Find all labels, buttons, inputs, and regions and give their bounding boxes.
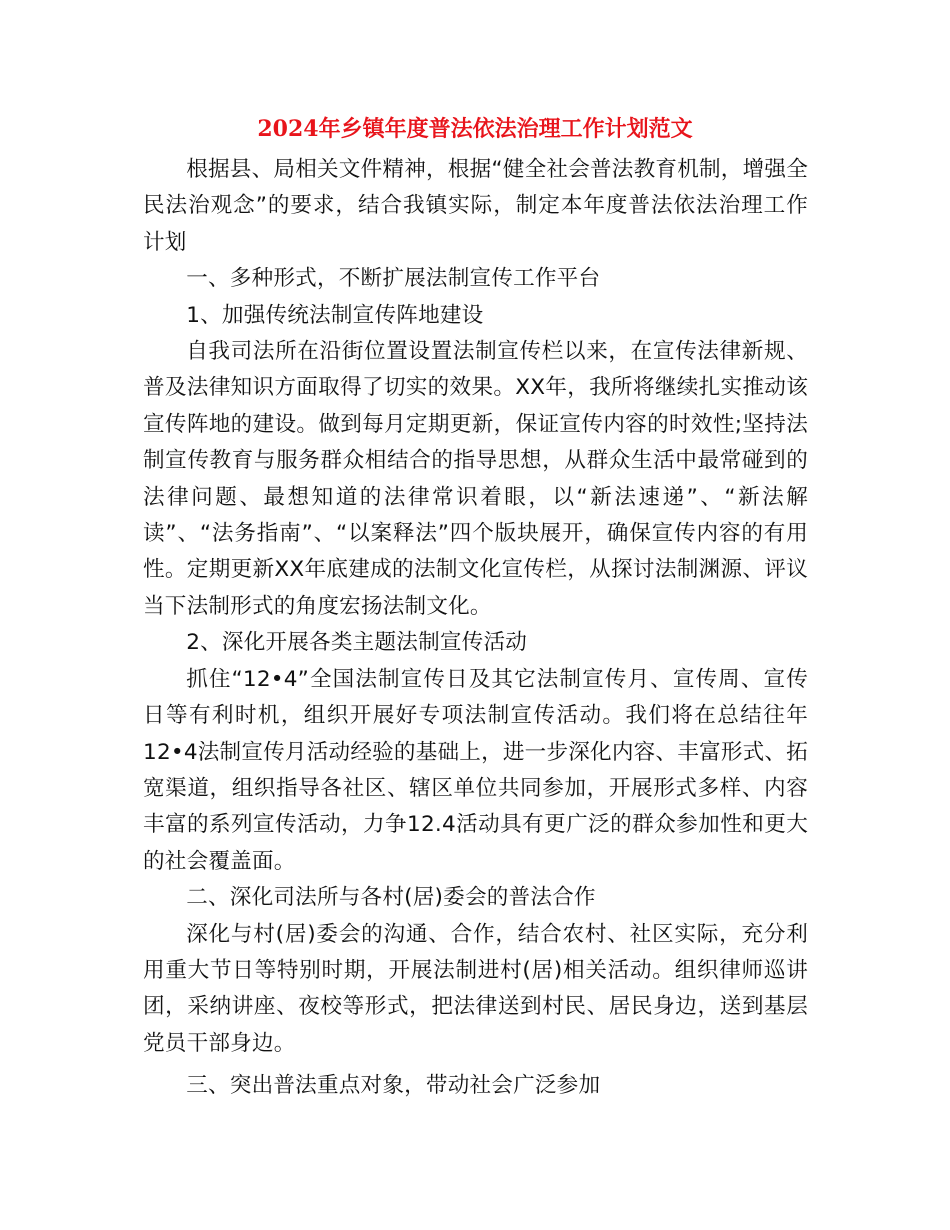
subsection-heading: 1、加强传统法制宣传阵地建设 [186,302,484,328]
section-heading: 三、突出普法重点对象，带动社会广泛参加 [186,1073,601,1099]
document-title: 2024年乡镇年度普法依法治理工作计划范文 [257,116,693,142]
subsection-heading: 2、深化开展各类主题法制宣传活动 [186,630,528,656]
section-heading: 二、深化司法所与各村(居)委会的普法合作 [186,885,596,911]
document-body [143,152,808,1105]
paragraph: 根据县、局相关文件精神，根据“健全社会普法教育机制，增强全民法治观念”的要求，结合我镇实际，制定本年度普法依法治理工作计划 [143,157,808,255]
paragraph: 深化与村(居)委会的沟通、合作，结合农村、社区实际，充分利用重大节日等特别时期，开展法制进村(居)相关活动。组织律师巡讲团，采纳讲座、夜校等形式，把法律送到村民、居民身边，送到基层党员干部身边。 [143,921,808,1056]
paragraph: 自我司法所在沿街位置设置法制宣传栏以来，在宣传法律新规、普及法律知识方面取得了切实的效果。XX年，我所将继续扎实推动该宣传阵地的建设。做到每月定期更新，保证宣传内容的时效性;坚持法制宣传教育与服务群众相结合的指导思想，从群众生活中最常碰到的法律问题、最想知道的法律常识着眼，以“新法速递”、“新法解读”、“法务指南”、“以案释法”四个版块展开，确保宣传内容的有用性。定期更新XX年底建成的法制文化宣传栏，从探讨法制渊源、评议当下法制形式的角度宏扬法制文化。 [143,339,808,619]
paragraph: 抓住“12•4”全国法制宣传日及其它法制宣传月、宣传周、宣传日等有利时机，组织开展好专项法制宣传活动。我们将在总结往年12•4法制宣传月活动经验的基础上，进一步深化内容、丰富形式、拓宽渠道，组织指导各社区、辖区单位共同参加，开展形式多样、内容丰富的系列宣传活动，力争12.4活动具有更广泛的群众参加性和更大的社会覆盖面。 [143,666,808,874]
section-heading: 一、多种形式，不断扩展法制宣传工作平台 [186,266,601,292]
